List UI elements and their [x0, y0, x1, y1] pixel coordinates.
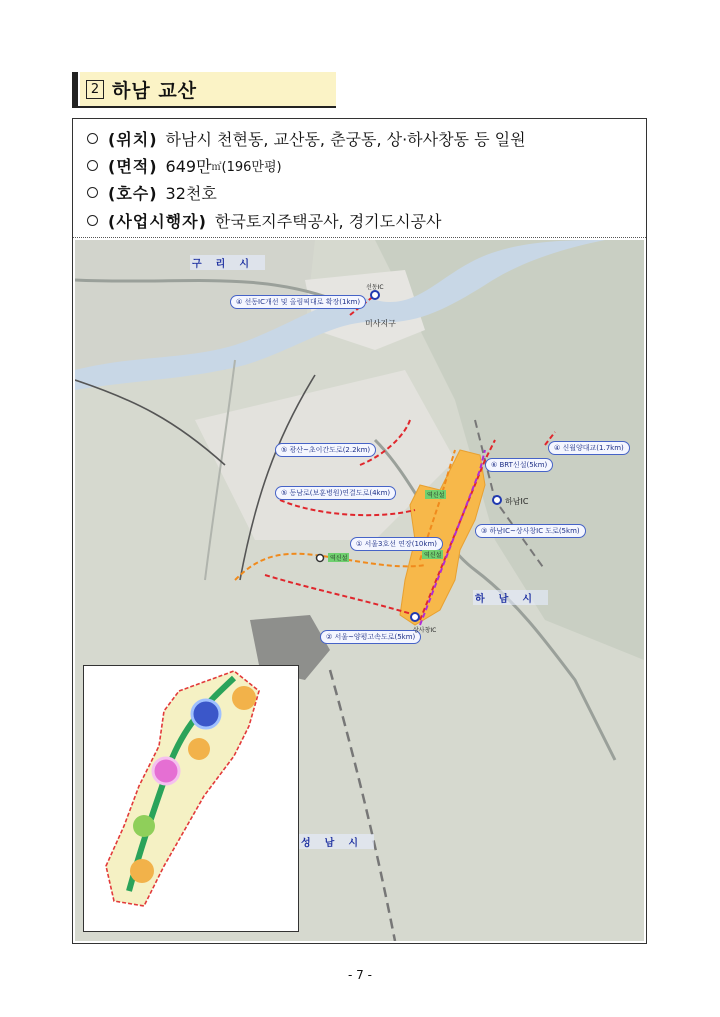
route-tag: ⑤ 동남로(보훈병원)연결도로(4km)	[275, 486, 396, 500]
place-label: 선동IC	[366, 284, 384, 291]
content-frame	[72, 118, 647, 944]
area-unit: ㎡	[211, 161, 222, 173]
place-label: 미사지구	[365, 319, 396, 328]
place-label: 상사창IC	[413, 627, 437, 634]
city-label-seongnam: 성남시	[299, 834, 374, 849]
developer-value: 한국토지주택공사, 경기도시공사	[214, 211, 442, 231]
section-title: 하남 교산	[112, 79, 198, 102]
info-location	[87, 125, 526, 151]
bullet-icon	[87, 187, 98, 198]
area-extra: (196만평)	[221, 159, 282, 175]
developer-label: (사업시행자)	[108, 211, 207, 231]
route-tag: ⑥ BRT신설(5km)	[485, 458, 553, 472]
area-value: 649만	[165, 156, 212, 176]
section-number: 2	[86, 80, 104, 99]
section-heading	[72, 72, 336, 108]
site-map	[75, 240, 644, 941]
place-label: 역신설	[330, 555, 348, 562]
route-tag: ② 서울~양평고속도로(5km)	[320, 630, 421, 644]
place-label: 역신설	[427, 492, 445, 499]
city-label-guri: 구리시	[190, 255, 265, 270]
location-value: 하남시 천현동, 교산동, 춘궁동, 상·하사창동 등 일원	[165, 129, 526, 149]
info-developer	[87, 207, 441, 233]
info-households	[87, 179, 217, 205]
route-tag: ④ 신월양대교(1.7km)	[548, 441, 630, 455]
route-tag: ⑤ 광산~초이간도로(2.2km)	[275, 443, 376, 457]
info-area	[87, 152, 282, 178]
route-tag: ③ 하남IC~상사창IC 도로(5km)	[475, 524, 586, 538]
location-label: (위치)	[108, 129, 158, 149]
place-label: 하남IC	[505, 497, 529, 506]
page-number: - 7 -	[348, 968, 372, 982]
city-label-hanam: 하남시	[473, 590, 548, 605]
heading-box	[80, 72, 336, 106]
bullet-icon	[87, 133, 98, 144]
route-tag: ④ 선동IC개선 및 올림픽대로 확장(1km)	[230, 295, 366, 309]
bullet-icon	[87, 160, 98, 171]
heading-bar	[72, 72, 78, 106]
households-value: 32천호	[165, 183, 217, 203]
bullet-icon	[87, 215, 98, 226]
place-label: 역신설	[424, 552, 442, 559]
inset-concept-map	[83, 665, 299, 932]
households-label: (호수)	[108, 183, 158, 203]
info-list	[73, 119, 646, 238]
route-tag: ① 서울3호선 연장(10km)	[350, 537, 443, 551]
inset-graphic	[84, 666, 296, 929]
area-label: (면적)	[108, 156, 158, 176]
